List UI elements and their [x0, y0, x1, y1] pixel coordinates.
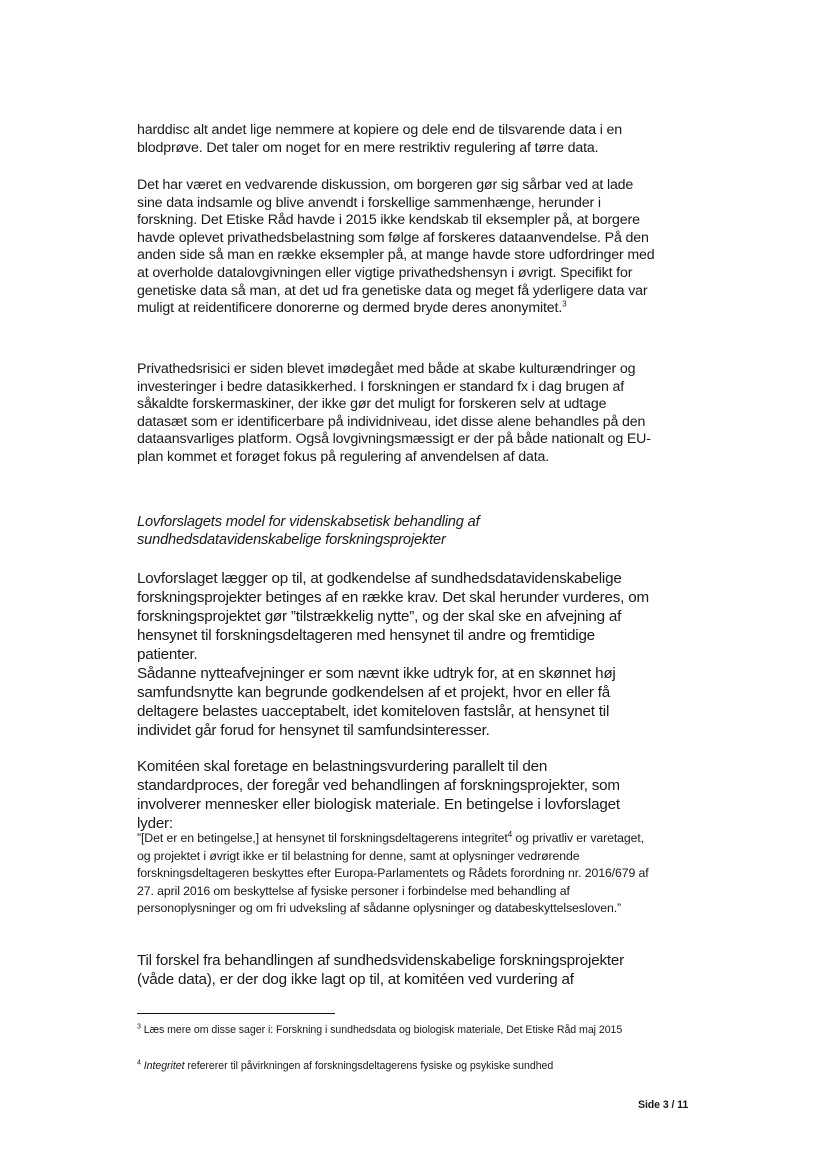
paragraph-text: Sådanne nytteafvejninger er som nævnt ikke udtryk for, at en skønnet høj samfundsnytte kan begrunde godkendelsen af et projekt, hvor en eller få deltagere belastes uacceptabelt, idet komiteloven fastslår, at hensynet til individet går forud for hensynet til samfundsinteresser. — [137, 665, 616, 739]
paragraph — [137, 757, 657, 833]
paragraph — [137, 361, 657, 467]
paragraph — [137, 951, 657, 989]
block-quote — [137, 830, 657, 918]
footnote-ref[interactable]: 3 — [562, 299, 567, 309]
paragraph — [137, 569, 657, 664]
paragraph — [137, 664, 657, 740]
paragraph-text: Lovforslaget lægger op til, at godkendelse af sundhedsdatavidenskabelige forskningsprojekter betinges af en række krav. Det skal herunder vurderes, om forskningsprojektet gør ”tilstrækkelig nytte”, og der skal ske en afvejning af hensynet til forskningsdeltageren med hensynet til andre og fremtidige patienter. — [137, 570, 649, 663]
paragraph — [137, 177, 657, 318]
paragraph-text: Privathedsrisici er siden blevet imødegået med både at skabe kulturændringer og investeringer i bedre datasikkerhed. I forskningen er standard fx i dag brugen af såkaldte forskermaskiner, der ikke gør det muligt for forskeren selv at udtage datasæt som er identificerbare på individniveau, idet disse alene behandles på den dataansvarliges platform. Også lovgivningsmæssigt er der på både nationalt og EU-plan kommet et forøget fokus på regulering af anvendelsen af data. — [137, 361, 651, 465]
footnote-divider — [137, 1013, 335, 1014]
section-heading — [137, 513, 657, 549]
paragraph-text: Til forskel fra behandlingen af sundhedsvidenskabelige forskningsprojekter (våde data), er der dog ikke lagt op til, at komitéen ved vurdering af — [137, 952, 624, 988]
page-number: Side 3 / 11 — [638, 1099, 689, 1111]
footnote-3: $^3$ Læs mere om disse sager i: Forskning i sundhedsdata og biologisk materiale, Det Etiske Råd maj 2015 — [137, 1023, 623, 1036]
section-heading-text: Lovforslagets model for videnskabsetisk behandling af sundhedsdatavidenskabelige forskningsprojekter — [137, 514, 480, 548]
paragraph-text: Det har været en vedvarende diskussion, om borgeren gør sig sårbar ved at lade sine data indsamle og blive anvendt i forskellige sammenhænge, herunder i forskning. Det Etiske Råd havde i 2015 ikke kendskab til eksempler på, at borgere havde oplevet privathedsbelastning som følge af forskeres dataanvendelse. På den anden side så man en række eksempler på, at mange havde store udfordringer med at overholde datalovgivningen eller vigtige privathedshensyn i øvrigt. Specifikt for genetiske data så man, at det ud fra genetiske data og meget få yderligere data var muligt at reidentificere donorerne og dermed bryde deres anonymitet. — [137, 177, 655, 317]
paragraph-text: Komitéen skal foretage en belastningsvurdering parallelt til den standardproces, der foregår ved behandlingen af forskningsprojekter, som involverer mennesker eller biologisk materiale. En betingelse i lovforslaget lyder: — [137, 758, 620, 832]
quote-text: ”[Det er en betingelse,] at hensynet til forskningsdeltagerens integritet — [137, 831, 508, 845]
quote-text: og privatliv er varetaget, og projektet i øvrigt ikke er til belastning for denne, samt at oplysninger vedrørende forskningsdeltageren beskyttes efter Europa-Parlamentets og Rådets forordning nr. 2016/679 af 27. april 2016 om beskyttelse af fysiske personer i forbindelse med behandling af personoplysninger og om fri udveksling af sådanne oplysninger og databeskyttelsesloven.” — [137, 831, 649, 916]
footnote-4: $^4$ Integritet refererer til påvirkningen af forskningsdeltagerens fysiske og psykiske sundhed — [137, 1059, 554, 1072]
footnote-ref[interactable]: 4 — [507, 829, 513, 839]
paragraph — [137, 122, 657, 157]
paragraph-text: harddisc alt andet lige nemmere at kopiere og dele end de tilsvarende data i en blodprøve. Det taler om noget for en mere restriktiv regulering af tørre data. — [137, 122, 623, 156]
